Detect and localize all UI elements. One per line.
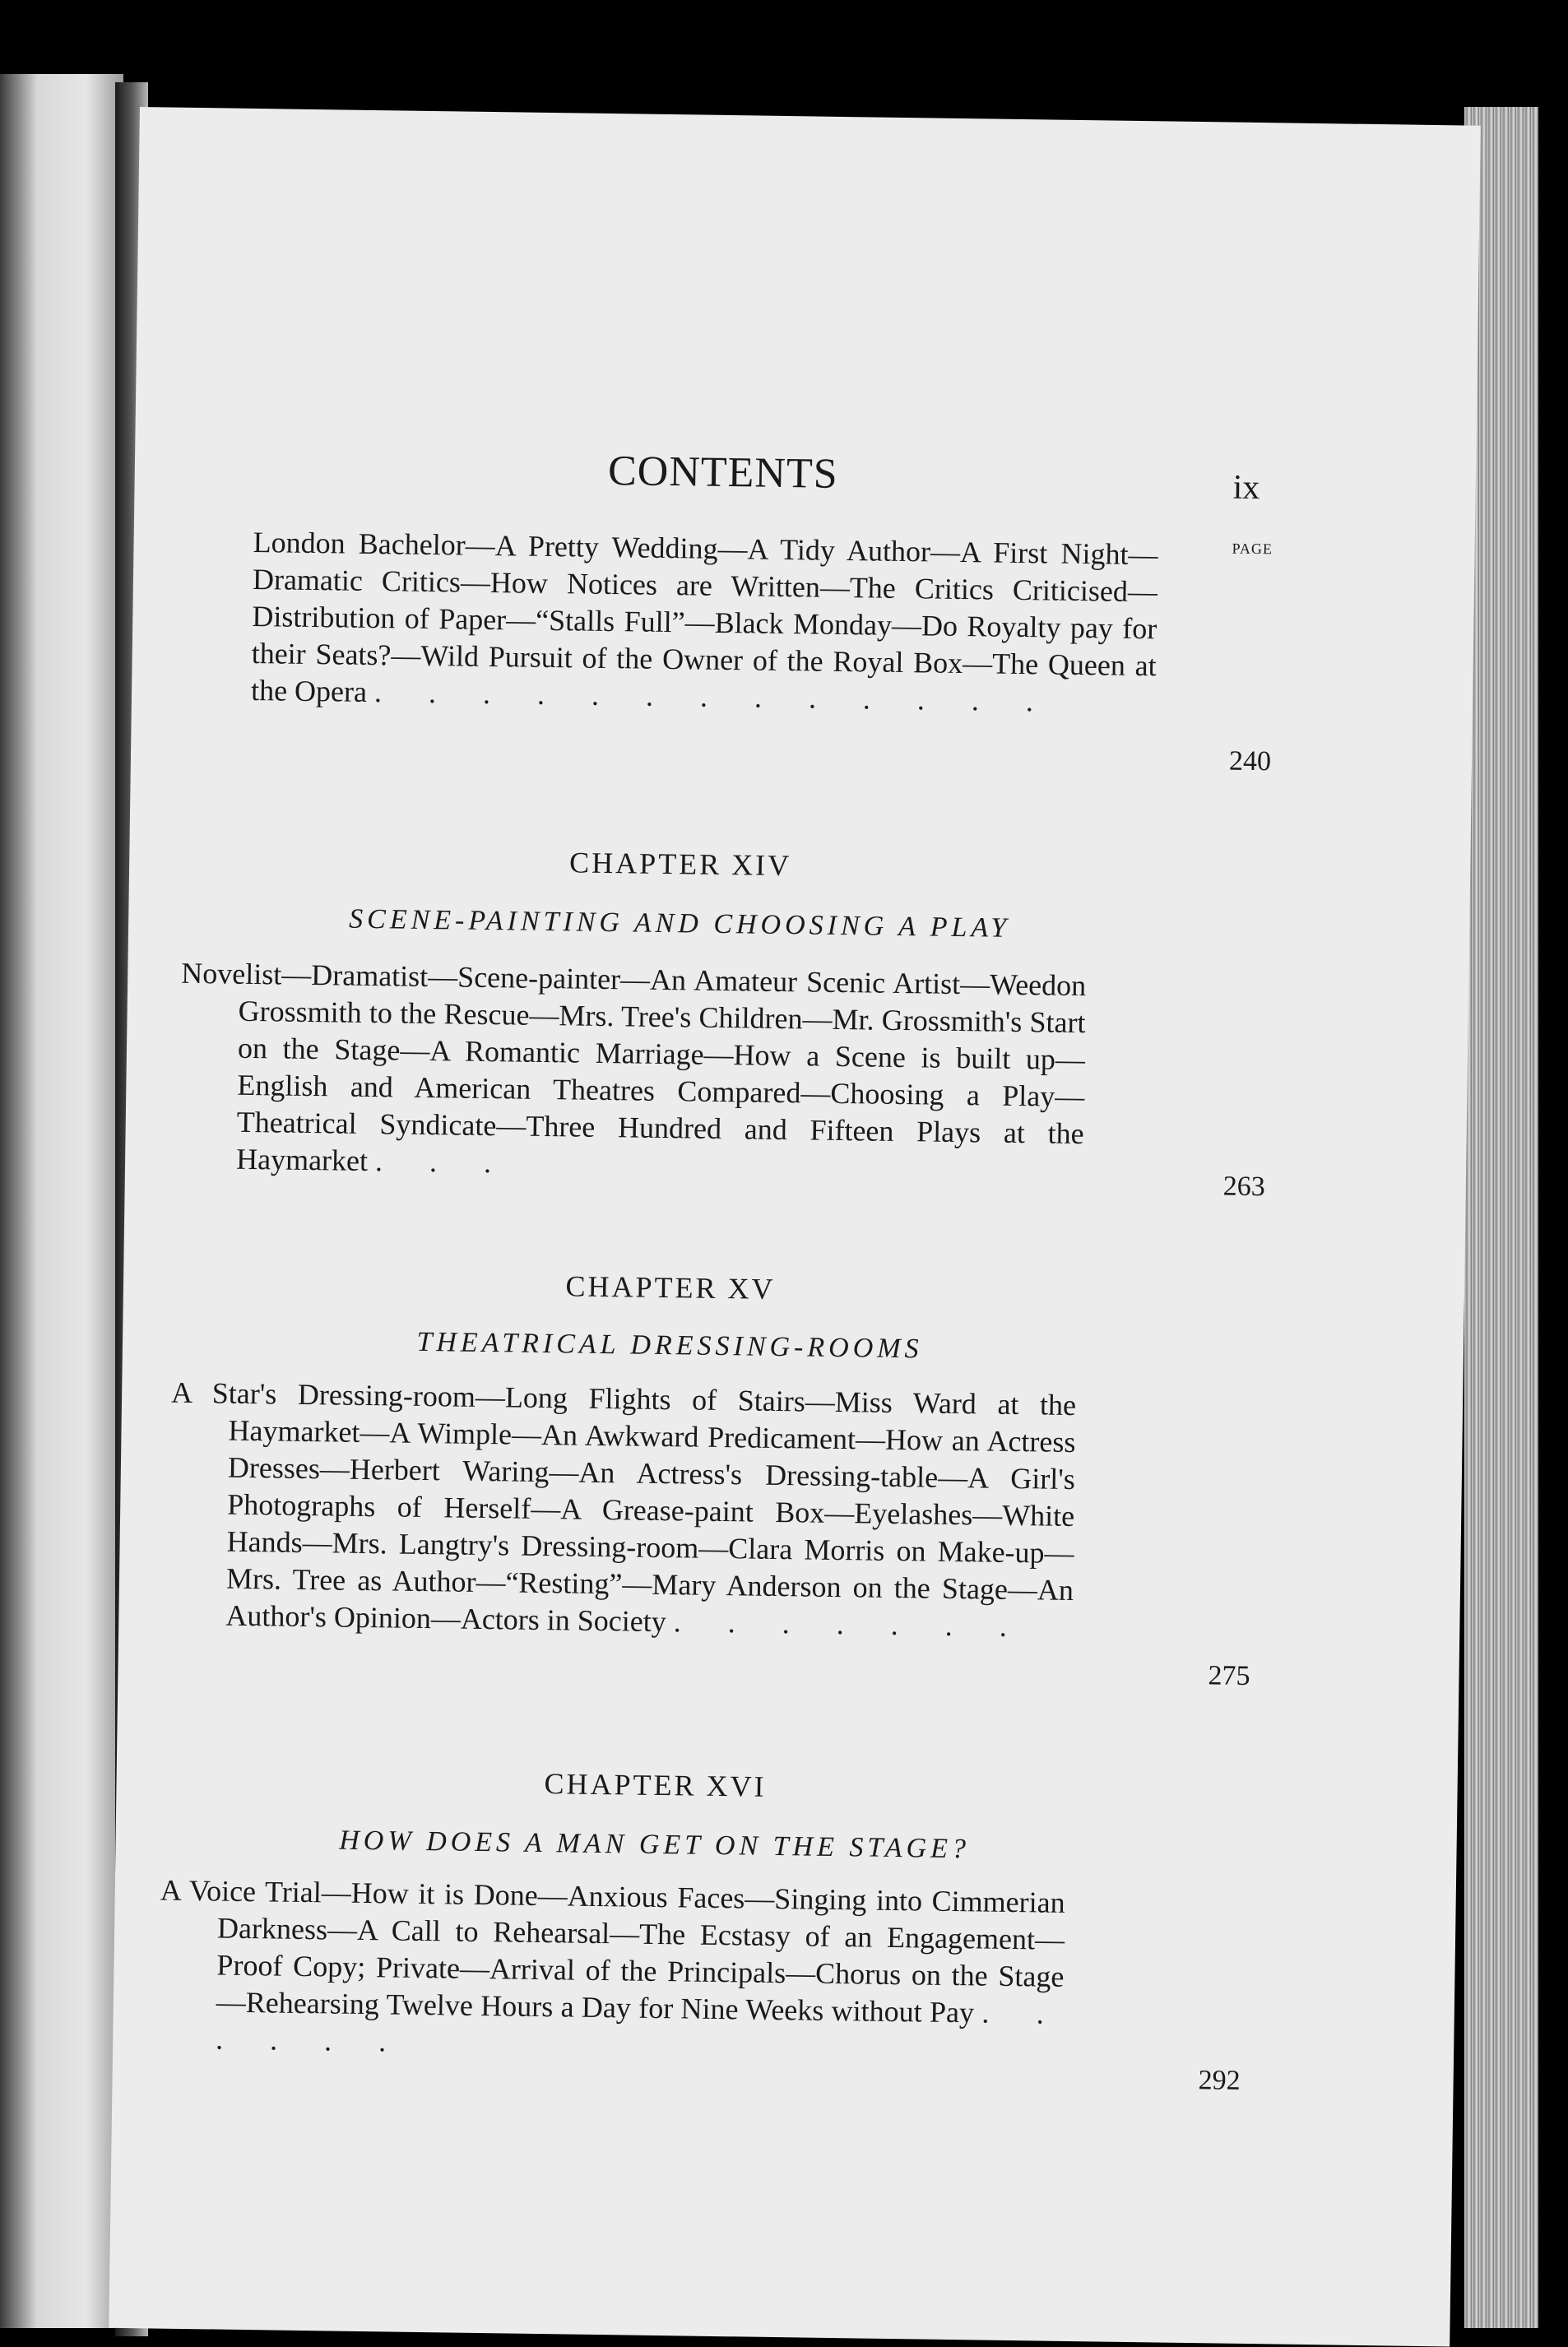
leader-dots: . . . . . . . — [673, 1605, 1028, 1644]
leader-dots: . . . . . . . . . . . . . — [373, 675, 1054, 718]
leader-dots: . . . — [374, 1144, 512, 1180]
page-number: ix — [1232, 468, 1260, 508]
contents-entry — [251, 524, 1158, 721]
chapter-summary — [158, 1872, 1065, 2070]
chapter-title: SCENE-PAINTING AND CHOOSING A PLAY — [348, 903, 1011, 944]
page-column-label: PAGE — [1232, 540, 1273, 558]
chapter-summary-text: A Star's Dressing-room—Long Flights of Stairs—Miss Ward at the Haymarket—A Wimple—An Awkward Predicament—How an Actress Dresses—Herbert Waring—An Actress's Dressing-table—A Girl's Photographs of Herself—A Grease-paint Box—Eyelashes—White Hands—Mrs. Langtry's Dressing-room—Clara Morris on Make-up—Mrs. Tree as Author—“Resting”—Mary Anderson on the Stage—An Author's Opinion—Actors in Society — [170, 1375, 1077, 1639]
chapter-heading: CHAPTER XV — [565, 1269, 776, 1306]
book-page — [109, 107, 1481, 2346]
chapter-summary — [168, 1375, 1076, 1646]
chapter-title: HOW DOES A MAN GET ON THE STAGE? — [339, 1825, 971, 1865]
chapter-summary-text: Novelist—Dramatist—Scene-painter—An Amateur Scenic Artist—Weedon Grossmith to the Rescue—Mrs. Tree's Children—Mr. Grossmith's Start on the Stage—A Romantic Marriage—How a Scene is built up—English and American Theatres Compared—Choosing a Play—Theatrical Syndicate—Three Hundred and Fifteen Plays at the Haymarket — [181, 956, 1087, 1177]
leader-dots: . . . . . . — [215, 1996, 1065, 2058]
chapter-page-number: 292 — [1198, 2065, 1241, 2096]
chapter-title: THEATRICAL DRESSING-ROOMS — [416, 1326, 923, 1365]
chapter-page-number: 263 — [1222, 1171, 1266, 1203]
chapter-summary — [179, 955, 1087, 1190]
chapter-page-number: 275 — [1208, 1660, 1250, 1692]
entry-summary: London Bachelor—A Pretty Wedding—A Tidy Author—A First Night—Dramatic Critics—How Notices are Written—The Critics Criticised—Distribution of Paper—“Stalls Full”—Black Monday—Do Royalty pay for their Seats?—Wild Pursuit of the Owner of the Royal Box—The Queen at the Opera — [250, 525, 1158, 708]
chapter-heading: CHAPTER XIV — [568, 846, 792, 883]
page-title: CONTENTS — [607, 447, 839, 498]
entry-page-number: 240 — [1228, 745, 1272, 777]
left-page-edge — [0, 74, 123, 2328]
chapter-heading: CHAPTER XVI — [544, 1767, 767, 1803]
chapter-summary-text: A Voice Trial—How it is Done—Anxious Faces—Singing into Cimmerian Darkness—A Call to Rehearsal—The Ecstasy of an Engagement—Proof Copy; Private—Arrival of the Principals—Chorus on the Stage—Rehearsing Twelve Hours a Day for Nine Weeks without Pay — [160, 1873, 1065, 2029]
